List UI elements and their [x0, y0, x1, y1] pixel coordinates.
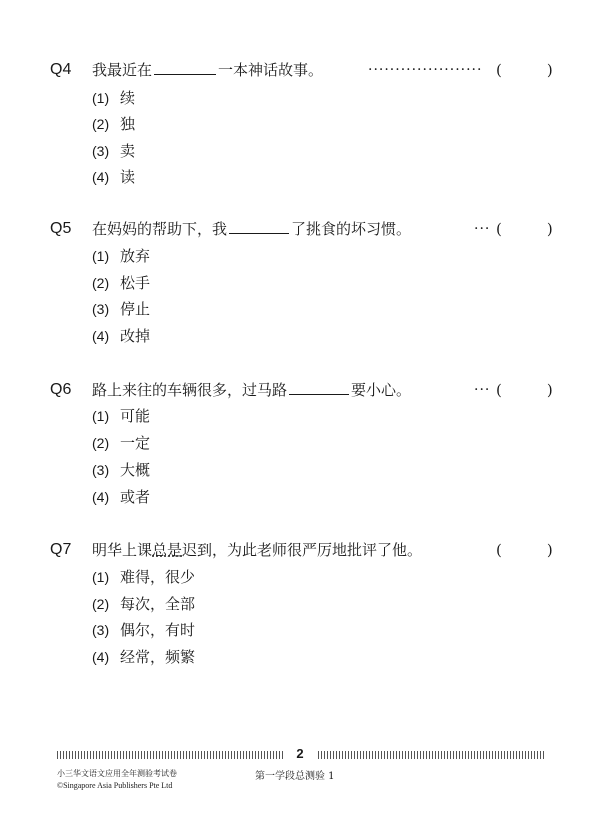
- stem-text: 要小心。: [351, 381, 412, 399]
- question-stem: [92, 60, 323, 80]
- option-text: 独: [120, 115, 136, 133]
- option-text: 卖: [120, 142, 136, 160]
- option[interactable]: [92, 246, 150, 266]
- option-number: (1): [92, 408, 110, 424]
- option-text: 经常，频繁: [120, 648, 196, 666]
- footer-rule-right: [318, 751, 544, 759]
- stem-text: 路上来往的车辆很多，过马路: [92, 381, 288, 399]
- option[interactable]: [92, 594, 195, 614]
- question-stem: [92, 540, 422, 560]
- option-number: (2): [92, 596, 110, 612]
- book-title: 小三华文语文应用全年测验考试卷: [57, 769, 177, 778]
- question-number: Q7: [50, 541, 72, 558]
- option-number: (1): [92, 90, 110, 106]
- option-number: (4): [92, 169, 110, 185]
- answer-bracket[interactable]: ( ): [496, 541, 553, 559]
- stem-text: 在妈妈的帮助下，我: [92, 220, 228, 238]
- answer-blank[interactable]: [154, 60, 216, 75]
- copyright: ©Singapore Asia Publishers Pte Ltd: [57, 781, 173, 790]
- option-text: 改掉: [120, 327, 151, 345]
- option-text: 读: [120, 168, 136, 186]
- question-number: Q4: [50, 61, 72, 78]
- option[interactable]: [92, 88, 135, 108]
- answer-bracket[interactable]: ( ): [496, 381, 553, 399]
- question-number: Q5: [50, 220, 72, 237]
- question-number: Q6: [50, 381, 72, 398]
- dot-leader: ·····················: [368, 62, 483, 78]
- dot-leader: ···: [474, 382, 491, 398]
- option-text: 每次，全部: [120, 595, 196, 613]
- option[interactable]: [92, 406, 150, 426]
- option-text: 放弃: [120, 247, 151, 265]
- option[interactable]: [92, 433, 150, 453]
- stem-text: 我最近在: [92, 61, 153, 79]
- option-number: (2): [92, 435, 110, 451]
- option-number: (3): [92, 462, 110, 478]
- question-stem: [92, 380, 411, 400]
- page-number: 2: [296, 746, 304, 761]
- option-text: 偶尔，有时: [120, 621, 196, 639]
- option-text: 难得，很少: [120, 568, 196, 586]
- option-text: 可能: [120, 407, 151, 425]
- option-number: (3): [92, 143, 110, 159]
- option-text: 或者: [120, 488, 151, 506]
- option[interactable]: [92, 114, 135, 134]
- option[interactable]: [92, 167, 135, 187]
- footer-rule-left: [57, 751, 283, 759]
- option-number: (4): [92, 489, 110, 505]
- option-number: (4): [92, 649, 110, 665]
- stem-text: 明华上课: [92, 541, 153, 559]
- answer-bracket[interactable]: ( ): [496, 61, 553, 79]
- answer-blank[interactable]: [229, 219, 289, 234]
- option[interactable]: [92, 567, 195, 587]
- dot-leader: ···: [474, 221, 491, 237]
- option[interactable]: [92, 141, 135, 161]
- option-number: (4): [92, 328, 110, 344]
- option[interactable]: [92, 487, 150, 507]
- option-text: 续: [120, 89, 136, 107]
- option[interactable]: [92, 299, 150, 319]
- option-text: 松手: [120, 274, 151, 292]
- underlined-word: 总是: [152, 541, 183, 559]
- option[interactable]: [92, 273, 150, 293]
- option[interactable]: [92, 647, 195, 667]
- option[interactable]: [92, 460, 150, 480]
- option-number: (3): [92, 301, 110, 317]
- section-title: 第一学段总测验 1: [255, 771, 335, 782]
- option-number: (1): [92, 569, 110, 585]
- option-number: (2): [92, 275, 110, 291]
- answer-blank[interactable]: [289, 380, 349, 395]
- option-text: 停止: [120, 300, 151, 318]
- option[interactable]: [92, 620, 195, 640]
- stem-text: 迟到，为此老师很严厉地批评了他。: [182, 541, 423, 559]
- stem-text: 了挑食的坏习惯。: [291, 220, 412, 238]
- answer-bracket[interactable]: ( ): [496, 220, 553, 238]
- option-number: (1): [92, 248, 110, 264]
- option-text: 大概: [120, 461, 151, 479]
- option[interactable]: [92, 326, 150, 346]
- option-number: (2): [92, 116, 110, 132]
- option-text: 一定: [120, 434, 151, 452]
- stem-text: 一本神话故事。: [218, 61, 324, 79]
- option-number: (3): [92, 622, 110, 638]
- question-stem: [92, 219, 411, 239]
